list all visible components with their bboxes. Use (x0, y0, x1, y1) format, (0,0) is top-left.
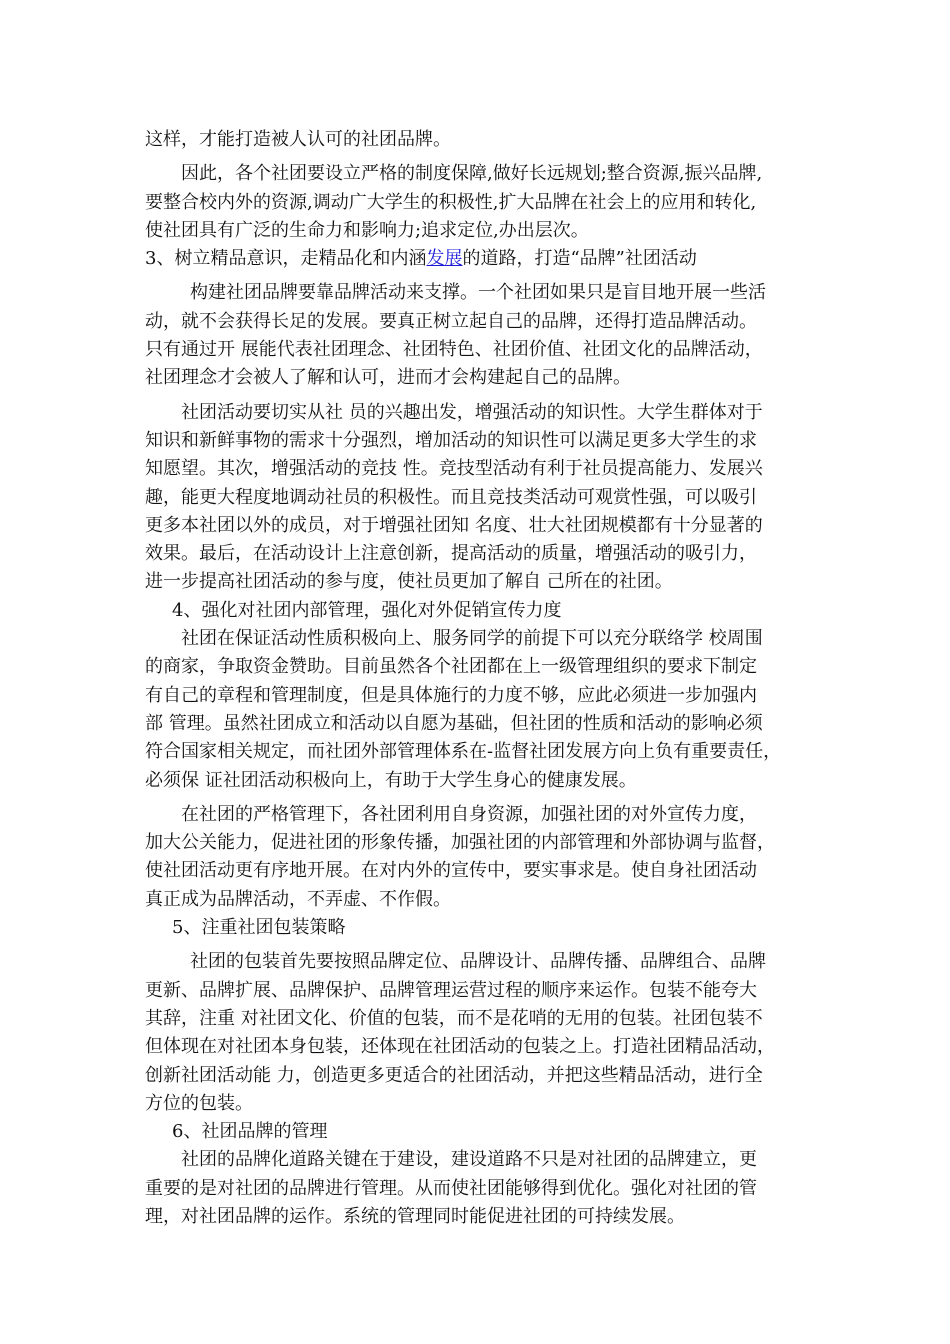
text-line: 社团理念才会被人了解和认可，进而才会构建起自己的品牌。 (145, 367, 631, 389)
paragraph-start: 在社团的严格管理下，各社团利用自身资源，加强社团的对外宣传力度， (181, 803, 757, 825)
paragraph-start: 构建社团品牌要靠品牌活动来支撑。一个社团如果只是盲目地开展一些活 (190, 282, 766, 304)
text-line: 效果。最后，在活动设计上注意创新，提高活动的质量，增强活动的吸引力， (145, 543, 757, 565)
document-body (145, 126, 815, 1231)
text-line: 进一步提高社团活动的参与度，使社员更加了解自 己所在的社团。 (145, 571, 673, 593)
text-line: 知愿望。其次，增强活动的竞技 性。竞技型活动有利于社员提高能力、发展兴 (145, 458, 763, 480)
text-line: 趣，能更大程度地调动社员的积极性。而且竞技类活动可观赏性强，可以吸引 (145, 486, 757, 508)
heading-text-tail: 的道路，打造“品牌”社团活动 (462, 248, 697, 270)
text-line: 必须保 证社团活动积极向上，有助于大学生身心的健康发展。 (145, 769, 637, 791)
text-line: 其辞，注重 对社团文化、价值的包装，而不是花哨的无用的包装。社团包装不 (145, 1007, 763, 1029)
text-line: 使社团活动更有序地开展。在对内外的宣传中，要实事求是。使自身社团活动 (145, 860, 757, 882)
development-link[interactable]: 发展 (426, 248, 463, 270)
text-line: 要整合校内外的资源,调动广大学生的积极性,扩大品牌在社会上的应用和转化, (145, 191, 757, 213)
section-heading-3 (145, 245, 815, 273)
section-heading-5: 5、注重社团包装策略 (172, 917, 346, 939)
section-heading-6: 6、社团品牌的管理 (172, 1121, 328, 1143)
paragraph-start: 社团活动要切实从社 员的兴趣出发，增强活动的知识性。大学生群体对于 (181, 401, 763, 423)
text-line: 使社团具有广泛的生命力和影响力;追求定位,办出层次。 (145, 219, 589, 241)
paragraph-start: 社团在保证活动性质积极向上、服务同学的前提下可以充分联络学 校周围 (181, 628, 763, 650)
text-line: 的商家，争取资金赞助。目前虽然各个社团都在上一级管理组织的要求下制定 (145, 656, 757, 678)
text-line: 动，就不会获得长足的发展。要真正树立起自己的品牌，还得打造品牌活动。 (145, 310, 757, 332)
text-line: 更新、品牌扩展、品牌保护、品牌管理运营过程的顺序来运作。包装不能夸大 (145, 979, 757, 1001)
text-line: 重要的是对社团的品牌进行管理。从而使社团能够得到优化。强化对社团的管 (145, 1177, 757, 1199)
text-line: 只有通过开 展能代表社团理念、社团特色、社团价值、社团文化的品牌活动， (145, 339, 763, 361)
text-line: 更多本社团以外的成员，对于增强社团知 名度、壮大社团规模都有十分显著的 (145, 514, 763, 536)
section-heading-4: 4、强化对社团内部管理，强化对外促销宣传力度 (172, 599, 562, 621)
paragraph-start: 社团的品牌化道路关键在于建设，建设道路不只是对社团的品牌建立，更 (181, 1149, 757, 1171)
text-line: 知识和新鲜事物的需求十分强烈，增加活动的知识性可以满足更多大学生的求 (145, 429, 757, 451)
text-line: 部 管理。虽然社团成立和活动以自愿为基础，但社团的性质和活动的影响必须 (145, 712, 763, 734)
text-line: 真正成为品牌活动，不弄虚、不作假。 (145, 888, 451, 910)
text-line: 有自己的章程和管理制度，但是具体施行的力度不够，应此必须进一步加强内 (145, 684, 757, 706)
paragraph-start: 因此，各个社团要设立严格的制度保障,做好长远规划;整合资源,振兴品牌, (181, 163, 763, 185)
text-line: 符合国家相关规定，而社团外部管理体系在-监督社团发展方向上负有重要责任， (145, 741, 782, 763)
text-line: 加大公关能力，促进社团的形象传播，加强社团的内部管理和外部协调与监督， (145, 832, 775, 854)
text-line: 但体现在对社团本身包装，还体现在社团活动的包装之上。打造社团精品活动， (145, 1036, 775, 1058)
text-line: 方位的包装。 (145, 1092, 253, 1114)
heading-text: 3、树立精品意识，走精品化和内涵 (145, 248, 427, 270)
text-line: 理，对社团品牌的运作。系统的管理同时能促进社团的可持续发展。 (145, 1205, 685, 1227)
paragraph-start: 社团的包装首先要按照品牌定位、品牌设计、品牌传播、品牌组合、品牌 (190, 951, 766, 973)
text-line: 创新社团活动能 力，创造更多更适合的社团活动，并把这些精品活动，进行全 (145, 1064, 763, 1086)
text-line: 这样，才能打造被人认可的社团品牌。 (145, 129, 451, 150)
